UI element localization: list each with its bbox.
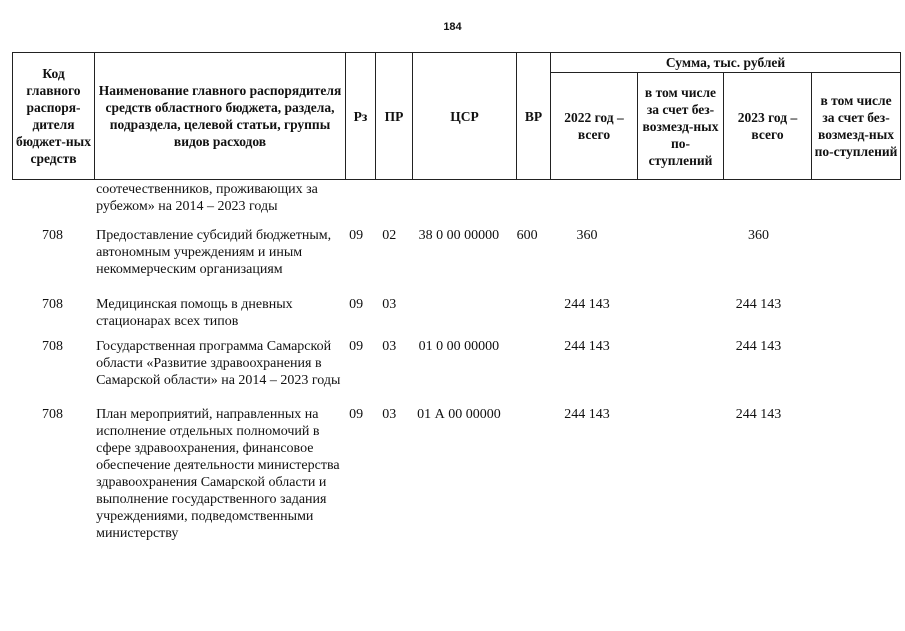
header-2023-total: 2023 год – всего bbox=[724, 73, 812, 180]
cell-2023-total: 360 bbox=[748, 228, 769, 243]
cell-2022-total: 360 bbox=[576, 228, 598, 243]
header-vr: ВР bbox=[517, 53, 551, 180]
cell-pr: 03 bbox=[382, 407, 397, 422]
cell-name: Государственная программа Самарской области «Развитие здравоохранения в Самарской области» на 2014 – 2023 годы bbox=[96, 339, 341, 388]
cell-name: Медицинская помощь в дневных стационарах всех типов bbox=[96, 297, 293, 329]
cell-csr: 38 0 00 00000 bbox=[418, 228, 500, 243]
cell-vr bbox=[510, 181, 544, 227]
cell-rz: 09 bbox=[349, 339, 364, 354]
cell-csr bbox=[408, 181, 511, 227]
cell-pr: 02 bbox=[382, 228, 397, 243]
cell-csr: 01 А 00 00000 bbox=[417, 407, 501, 422]
cell-csr: 01 0 00 00000 bbox=[418, 339, 500, 354]
cell-2022-free bbox=[630, 227, 715, 296]
cell-csr bbox=[408, 296, 511, 338]
cell-2023-total: 244 143 bbox=[735, 339, 782, 354]
table-row bbox=[12, 338, 890, 406]
cell-pr bbox=[371, 181, 408, 227]
cell-pr: 03 bbox=[382, 339, 397, 354]
table-row bbox=[12, 406, 890, 581]
table-row bbox=[12, 227, 890, 296]
cell-code bbox=[12, 181, 93, 227]
cell-2022-free bbox=[630, 296, 715, 338]
cell-code: 708 bbox=[42, 228, 64, 243]
header-2022-free: в том числе за счет без-возмезд-ных по-ступлений bbox=[638, 73, 724, 180]
cell-2023-free bbox=[802, 406, 890, 581]
cell-2022-total: 244 143 bbox=[564, 339, 610, 354]
header-pr: ПР bbox=[376, 53, 413, 180]
cell-vr: 600 bbox=[516, 228, 538, 243]
table-row bbox=[12, 296, 890, 338]
cell-pr: 03 bbox=[382, 297, 397, 312]
cell-2022-free bbox=[630, 406, 715, 581]
cell-rz: 09 bbox=[349, 228, 364, 243]
cell-2022-free bbox=[630, 181, 715, 227]
cell-rz: 09 bbox=[349, 407, 364, 422]
cell-vr bbox=[510, 296, 544, 338]
cell-2023-total: 244 143 bbox=[735, 407, 782, 422]
cell-vr bbox=[510, 338, 544, 406]
cell-2022-free bbox=[630, 338, 715, 406]
cell-name: соотечественников, проживающих за рубежом» на 2014 – 2023 годы bbox=[96, 182, 318, 214]
cell-2022-total bbox=[544, 181, 630, 227]
cell-name: План мероприятий, направленных на исполнение отдельных полномочий в сфере здравоохранения, финансовое обеспечение деятельности министерства здравоохранения Самарской области и выполнение государственного задания учреждениями, подведомственными министерству bbox=[96, 407, 340, 541]
header-name: Наименование главного распорядителя средств областного бюджета, раздела, подраздела, целевой статьи, группы видов расходов bbox=[95, 53, 346, 180]
header-csr: ЦСР bbox=[413, 53, 517, 180]
cell-2023-total: 244 143 bbox=[735, 297, 782, 312]
cell-code: 708 bbox=[42, 339, 64, 354]
cell-code: 708 bbox=[42, 297, 64, 312]
header-rz: Рз bbox=[346, 53, 376, 180]
header-code: Код главного распоря-дителя бюджет-ных средств bbox=[13, 53, 95, 180]
cell-vr bbox=[510, 406, 544, 581]
cell-name: Предоставление субсидий бюджетным, автономным учреждениям и иным некоммерческим организациям bbox=[96, 228, 332, 277]
cell-2023-free bbox=[802, 227, 890, 296]
cell-rz: 09 bbox=[349, 297, 364, 312]
table-row bbox=[12, 181, 890, 227]
cell-2023-free bbox=[802, 296, 890, 338]
cell-rz bbox=[341, 181, 371, 227]
cell-2023-free bbox=[802, 338, 890, 406]
budget-table-header bbox=[12, 52, 901, 180]
cell-2022-total: 244 143 bbox=[564, 407, 610, 422]
cell-2023-total bbox=[715, 181, 802, 227]
header-sum-group: Сумма, тыс. рублей bbox=[551, 53, 901, 73]
header-2023-free: в том числе за счет без-возмезд-ных по-ступлений bbox=[812, 73, 901, 180]
header-2022-total: 2022 год – всего bbox=[551, 73, 638, 180]
cell-2023-free bbox=[802, 181, 890, 227]
cell-2022-total: 244 143 bbox=[564, 297, 610, 312]
cell-code: 708 bbox=[42, 407, 64, 422]
page-number: 184 bbox=[443, 21, 462, 33]
budget-table-body bbox=[12, 181, 890, 581]
